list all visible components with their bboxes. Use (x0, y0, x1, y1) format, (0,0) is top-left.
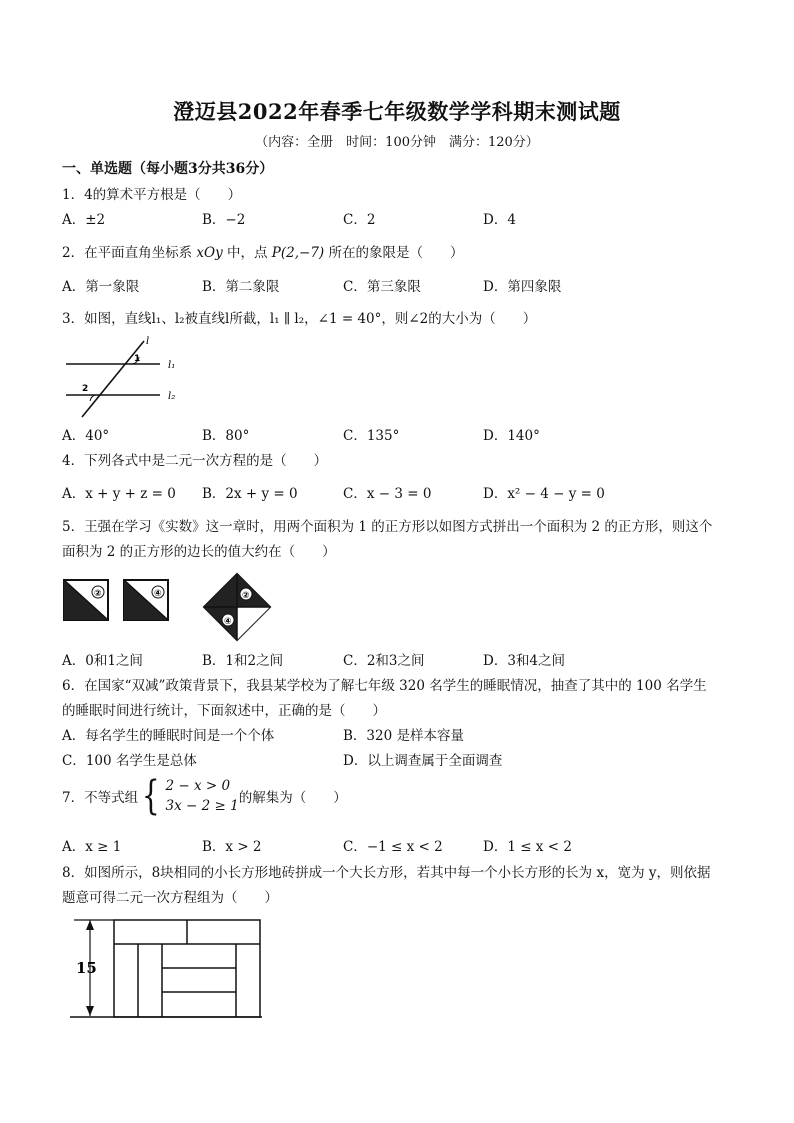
question-1-stem: 1．4的算术平方根是（ ） (62, 187, 242, 203)
q7-option-b: B．x > 2 (202, 839, 262, 855)
page-subtitle: （内容：全册 时间：100分钟 满分：120分） (255, 135, 539, 150)
q1-option-c: C．2 (343, 212, 376, 228)
q6-option-c: C．100 名学生是总体 (62, 753, 197, 769)
q5-option-b: B．1和2之间 (202, 653, 284, 669)
q3-option-c: C．135° (343, 428, 400, 444)
q4-option-c: C．x − 3 = 0 (343, 486, 432, 502)
question-6-stem-line1: 6．在国家“双减”政策背景下，我县某学校为了解七年级 320 名学生的睡眠情况，抽查了其中的 100 名学生 (62, 678, 707, 694)
q1-option-d: D．4 (483, 212, 516, 228)
square-1-label: ② (94, 589, 102, 599)
q7-option-d: D．1 ≤ x < 2 (483, 839, 572, 855)
large-diamond (204, 574, 270, 640)
label-angle-1: 1 (134, 354, 141, 364)
q5-option-d: D．3和4之间 (483, 653, 566, 669)
question-6-stem-line2: 的睡眠时间进行统计，下面叙述中，正确的是（ ） (62, 703, 386, 719)
q6-option-b: B．320 是样本容量 (343, 728, 464, 744)
label-l2: l₂ (168, 391, 176, 402)
q3-figure (62, 335, 192, 420)
system-line-1: 2 − x > 0 (165, 778, 231, 794)
q4-option-a: A．x + y + z = 0 (62, 486, 176, 502)
label-l: l (146, 336, 150, 347)
q2-option-a: A．第一象限 (62, 279, 140, 295)
section-heading: 一、单选题（每小题3分共36分） (62, 161, 274, 177)
dimension-label: 15 (76, 959, 97, 977)
q3-option-d: D．140° (483, 428, 540, 444)
small-square-2 (124, 580, 168, 620)
system-line-2: 3x − 2 ≥ 1 (165, 798, 239, 814)
q4-option-d: D．x² − 4 − y = 0 (483, 486, 605, 502)
q5-figure (62, 572, 282, 647)
q5-option-a: A．0和1之间 (62, 653, 143, 669)
q2-stem-math2: P(2,−7) (271, 245, 325, 261)
q2-option-b: B．第二象限 (202, 279, 280, 295)
q2-option-c: C．第三象限 (343, 279, 421, 295)
label-angle-2: 2 (82, 384, 89, 394)
angle-2-arc (90, 395, 95, 401)
q6-option-a: A．每名学生的睡眠时间是一个个体 (62, 728, 275, 744)
square-2-label: ④ (154, 589, 162, 599)
small-square-1 (64, 580, 108, 620)
question-5-stem-line1: 5．王强在学习《实数》这一章时，用两个面积为 1 的正方形以如图方式拼出一个面积为 2 的正方形，则这个 (62, 519, 713, 535)
q7-stem-post: 的解集为（ ） (238, 790, 347, 806)
line-l (82, 341, 144, 417)
q3-option-b: B．80° (202, 428, 250, 444)
question-3-stem: 3．如图，直线l₁、l₂被直线l所截，l₁ ∥ l₂，∠1 = 40°，则∠2的大小为（ ） (62, 311, 537, 327)
q1-option-b: B．−2 (202, 212, 246, 228)
q2-stem-post: 所在的象限是（ ） (324, 245, 464, 261)
question-8-stem-line1: 8．如图所示，8块相同的小长方形地砖拼成一个大长方形，若其中每一个小长方形的长为 x，宽为 y，则依据 (62, 865, 711, 881)
q5-option-c: C．2和3之间 (343, 653, 425, 669)
q7-option-a: A．x ≥ 1 (62, 839, 122, 855)
question-2-stem (62, 241, 464, 261)
diamond-label-bottom: ④ (224, 617, 232, 627)
question-7-stem (62, 773, 347, 819)
q8-figure (68, 912, 268, 1027)
question-8-stem-line2: 题意可得二元一次方程组为（ ） (62, 890, 278, 906)
q2-stem-math1: xOy (196, 245, 223, 261)
label-l1: l₁ (168, 360, 176, 371)
q2-stem-pre: 2．在平面直角坐标系 (62, 245, 197, 261)
inequality-system (138, 773, 239, 819)
q2-option-d: D．第四象限 (483, 279, 562, 295)
page-title: 澄迈县2022年春季七年级数学学科期末测试题 (173, 99, 621, 124)
q7-stem-pre: 7．不等式组 (62, 790, 139, 806)
q3-option-a: A．40° (62, 428, 110, 444)
q6-option-d: D．以上调查属于全面调查 (343, 753, 503, 769)
q4-option-b: B．2x + y = 0 (202, 486, 298, 502)
q7-option-c: C．−1 ≤ x < 2 (343, 839, 443, 855)
question-5-stem-line2: 面积为 2 的正方形的边长的值大约在（ ） (62, 544, 336, 560)
diamond-label-top: ② (242, 591, 250, 601)
system-brace: { (141, 773, 160, 819)
q2-stem-mid: 中，点 (222, 245, 272, 261)
q1-option-a: A．±2 (62, 212, 106, 228)
question-4-stem: 4．下列各式中是二元一次方程的是（ ） (62, 453, 328, 469)
